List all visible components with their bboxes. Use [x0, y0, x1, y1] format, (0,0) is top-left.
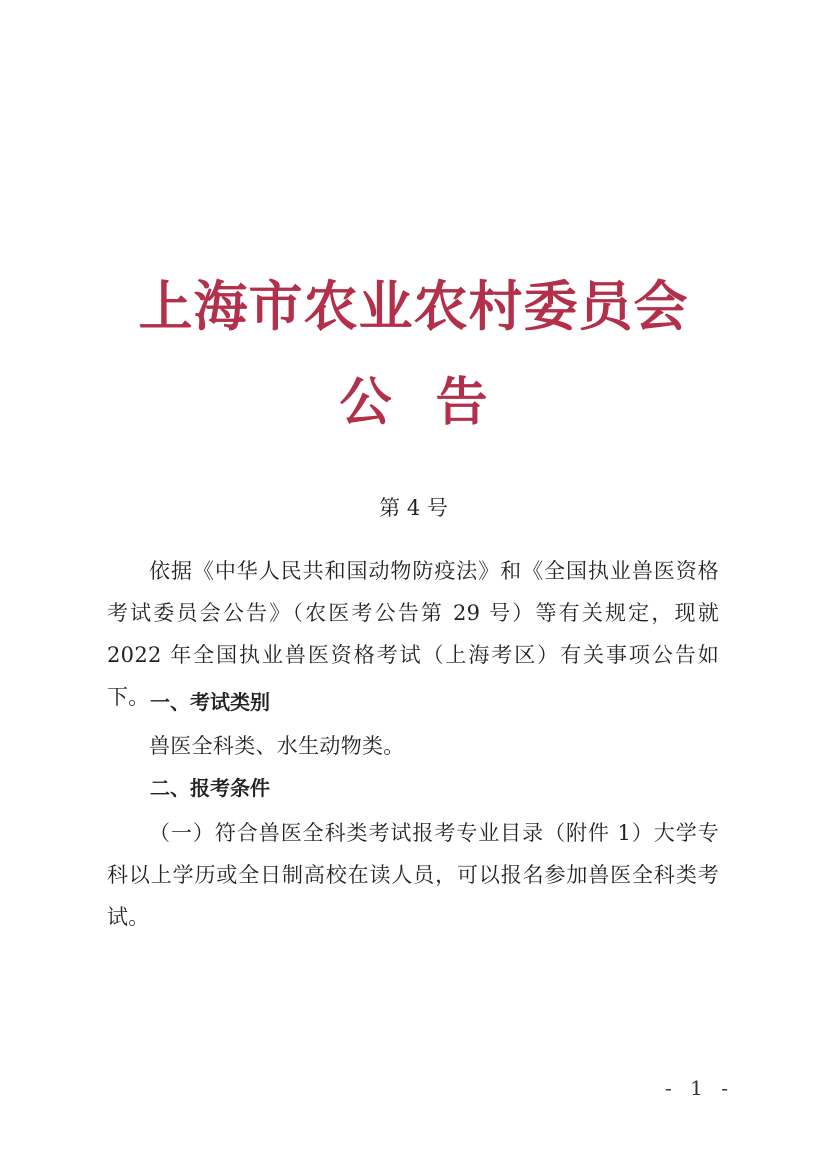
- section-text-requirements: （一）符合兽医全科类考试报考专业目录（附件 1）大学专科以上学历或全日制高校在读人员，可以报名参加兽医全科类考试。: [107, 821, 719, 929]
- intro-paragraph: 依据《中华人民共和国动物防疫法》和《全国执业兽医资格考试委员会公告》（农医考公告第 29 号）等有关规定，现就 2022 年全国执业兽医资格考试（上海考区）有关事项公告如下。: [107, 559, 719, 709]
- section-heading-requirements: 二、报考条件: [150, 776, 270, 800]
- announcement-label: 公告: [339, 373, 532, 433]
- issuer-title: 上海市农业农村委员会: [138, 275, 689, 338]
- document-number: 第 4 号: [379, 496, 448, 520]
- section-heading-exam-category: 一、考试类别: [150, 690, 270, 714]
- page-number: - 1 -: [665, 1076, 734, 1100]
- section-text-exam-category: 兽医全科类、水生动物类。: [149, 734, 405, 758]
